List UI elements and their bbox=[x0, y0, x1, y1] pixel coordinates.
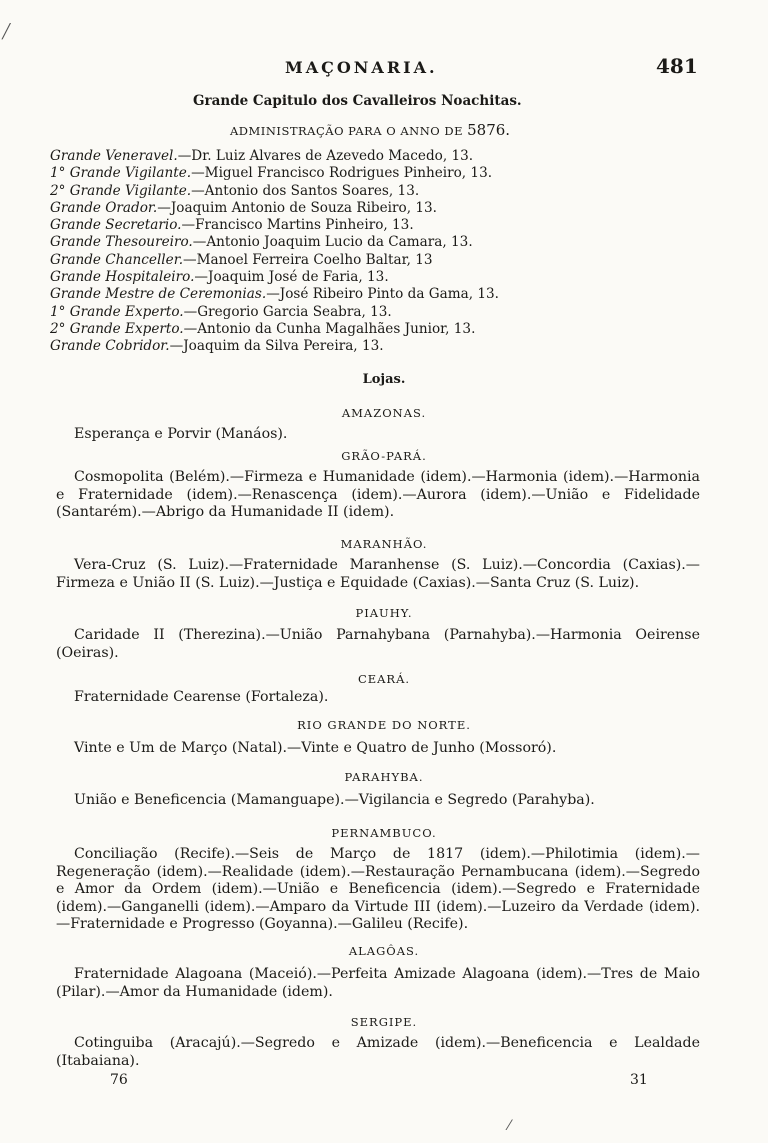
officer-name: —Antonio dos Santos Soares, 13. bbox=[191, 182, 420, 199]
officer-name: —Antonio Joaquim Lucio da Camara, 13. bbox=[192, 234, 473, 251]
officer-row bbox=[50, 183, 730, 200]
province-lodges-sergipe: Cotinguiba (Aracajú).—Segredo e Amizade (idem).—Beneficencia e Lealdade (Itabaiana). bbox=[56, 1035, 700, 1069]
lojas-heading: Lojas. bbox=[362, 372, 406, 387]
officer-name: —José Ribeiro Pinto da Gama, 13. bbox=[266, 286, 500, 303]
officer-name: —Francisco Martins Pinheiro, 13. bbox=[181, 217, 414, 234]
officer-name: —Joaquim Antonio de Souza Ribeiro, 13. bbox=[157, 199, 437, 216]
officer-role: Grande Hospitaleiro. bbox=[50, 269, 195, 286]
officer-role: Grande Mestre de Ceremonias. bbox=[50, 286, 267, 303]
officer-role: 2° Grande Vigilante. bbox=[50, 182, 192, 199]
province-lodges-parahyba: União e Beneficencia (Mamanguape).—Vigilancia e Segredo (Parahyba). bbox=[74, 792, 595, 808]
officer-row bbox=[50, 269, 730, 286]
officer-name: —Dr. Luiz Alvares de Azevedo Macedo, 13. bbox=[177, 148, 474, 164]
officer-row bbox=[50, 304, 730, 321]
officer-name: —Miguel Francisco Rodrigues Pinheiro, 13. bbox=[191, 165, 493, 182]
officer-role: Grande Orador. bbox=[50, 199, 158, 216]
province-lodges-maranhao: Vera-Cruz (S. Luiz).—Fraternidade Maranhense (S. Luiz).—Concordia (Caxias).—Firmeza e União II (S. Luiz).—Justiça e Equidade (Caxias).—Santa Cruz (S. Luiz). bbox=[56, 557, 700, 591]
section-title: Grande Capitulo dos Cavalleiros Noachitas. bbox=[193, 93, 522, 109]
province-lodges-grao-para: Cosmopolita (Belém).—Firmeza e Humanidade (idem).—Harmonia (idem).—Harmonia e Fraternidade (idem).—Renascença (idem).—Aurora (idem).—União e Fidelidade (Santarém).—Abrigo da Humanidade II (idem). bbox=[56, 469, 700, 520]
province-lodges-alagoas: Fraternidade Alagoana (Maceió).—Perfeita Amizade Alagoana (idem).—Tres de Maio (Pilar).—Amor da Humanidade (idem). bbox=[56, 966, 700, 1000]
officer-row bbox=[50, 200, 730, 217]
province-heading-rio-grande-do-norte: RIO GRANDE DO NORTE. bbox=[297, 718, 471, 732]
officer-role: Grande Veneravel. bbox=[50, 148, 178, 164]
province-lodges-amazonas: Esperança e Porvir (Manáos). bbox=[74, 426, 288, 442]
footer-left-number: 76 bbox=[110, 1072, 128, 1088]
officer-row bbox=[50, 234, 730, 251]
province-heading-ceara: CEARÁ. bbox=[357, 672, 411, 686]
province-heading-maranhao: MARANHÃO. bbox=[340, 537, 428, 551]
province-lodges-ceara: Fraternidade Cearense (Fortaleza). bbox=[74, 689, 329, 705]
province-heading-alagoas: ALAGÔAS. bbox=[348, 944, 420, 958]
province-lodges-pernambuco: Conciliação (Recife).—Seis de Março de 1817 (idem).—Philotimia (idem).—Regeneração (idem).—Realidade (idem).—Restauração Pernambucana (idem).—Segredo e Amor da Ordem (idem).—União e Beneficencia (idem).—Segredo e Fraternidade (idem).—Ganganelli (idem).—Amparo da Virtude III (idem).—Luzeiro da Verdade (idem).—Fraternidade e Progresso (Goyanna).—Galileu (Recife). bbox=[56, 846, 700, 932]
officer-role: 1° Grande Experto. bbox=[50, 303, 184, 320]
officer-row bbox=[50, 217, 730, 234]
footer-right-number: 31 bbox=[630, 1072, 648, 1088]
province-heading-parahyba: PARAHYBA. bbox=[344, 770, 424, 784]
officer-name: —Joaquim da Silva Pereira, 13. bbox=[169, 338, 384, 355]
officer-row bbox=[50, 338, 730, 355]
running-head: MAÇONARIA. bbox=[285, 58, 438, 77]
officer-role: Grande Cobridor. bbox=[50, 338, 170, 355]
province-heading-pernambuco: PERNAMBUCO. bbox=[331, 826, 437, 840]
officer-row bbox=[50, 252, 730, 269]
administration-label: ADMINISTRAÇÃO PARA O ANNO DE bbox=[230, 124, 463, 138]
margin-pen-stroke: ╱ bbox=[2, 24, 11, 40]
officer-role: Grande Secretario. bbox=[50, 217, 182, 234]
officer-row bbox=[50, 148, 730, 165]
province-lodges-piauhy: Caridade II (Therezina).—União Parnahybana (Parnahyba).—Harmonia Oeirense (Oeiras). bbox=[56, 627, 700, 661]
officer-role: Grande Chanceller. bbox=[50, 251, 184, 268]
officer-role: 1° Grande Vigilante. bbox=[50, 165, 192, 182]
bottom-pen-mark: ⁄ bbox=[508, 1118, 511, 1134]
officer-name: —Antonio da Cunha Magalhães Junior, 13. bbox=[183, 320, 476, 337]
province-heading-grao-para: GRÃO-PARÁ. bbox=[341, 449, 427, 463]
officer-row bbox=[50, 165, 730, 182]
province-heading-amazonas: AMAZONAS. bbox=[341, 406, 427, 420]
officer-name: —Manoel Ferreira Coelho Baltar, 13 bbox=[183, 251, 433, 268]
officer-row bbox=[50, 286, 730, 303]
administration-year: 5876. bbox=[467, 121, 511, 139]
officer-role: Grande Thesoureiro. bbox=[50, 234, 193, 251]
officer-name: —Gregorio Garcia Seabra, 13. bbox=[183, 303, 392, 320]
officer-role: 2° Grande Experto. bbox=[50, 320, 184, 337]
officer-name: —Joaquim José de Faria, 13. bbox=[194, 269, 389, 286]
page-number: 481 bbox=[656, 54, 698, 78]
province-heading-sergipe: SERGIPE. bbox=[350, 1015, 418, 1029]
province-heading-piauhy: PIAUHY. bbox=[355, 606, 413, 620]
officers-list bbox=[50, 148, 730, 356]
officer-row bbox=[50, 321, 730, 338]
province-lodges-rio-grande-do-norte: Vinte e Um de Março (Natal).—Vinte e Quatro de Junho (Mossoró). bbox=[74, 740, 557, 756]
administration-line bbox=[230, 121, 510, 139]
